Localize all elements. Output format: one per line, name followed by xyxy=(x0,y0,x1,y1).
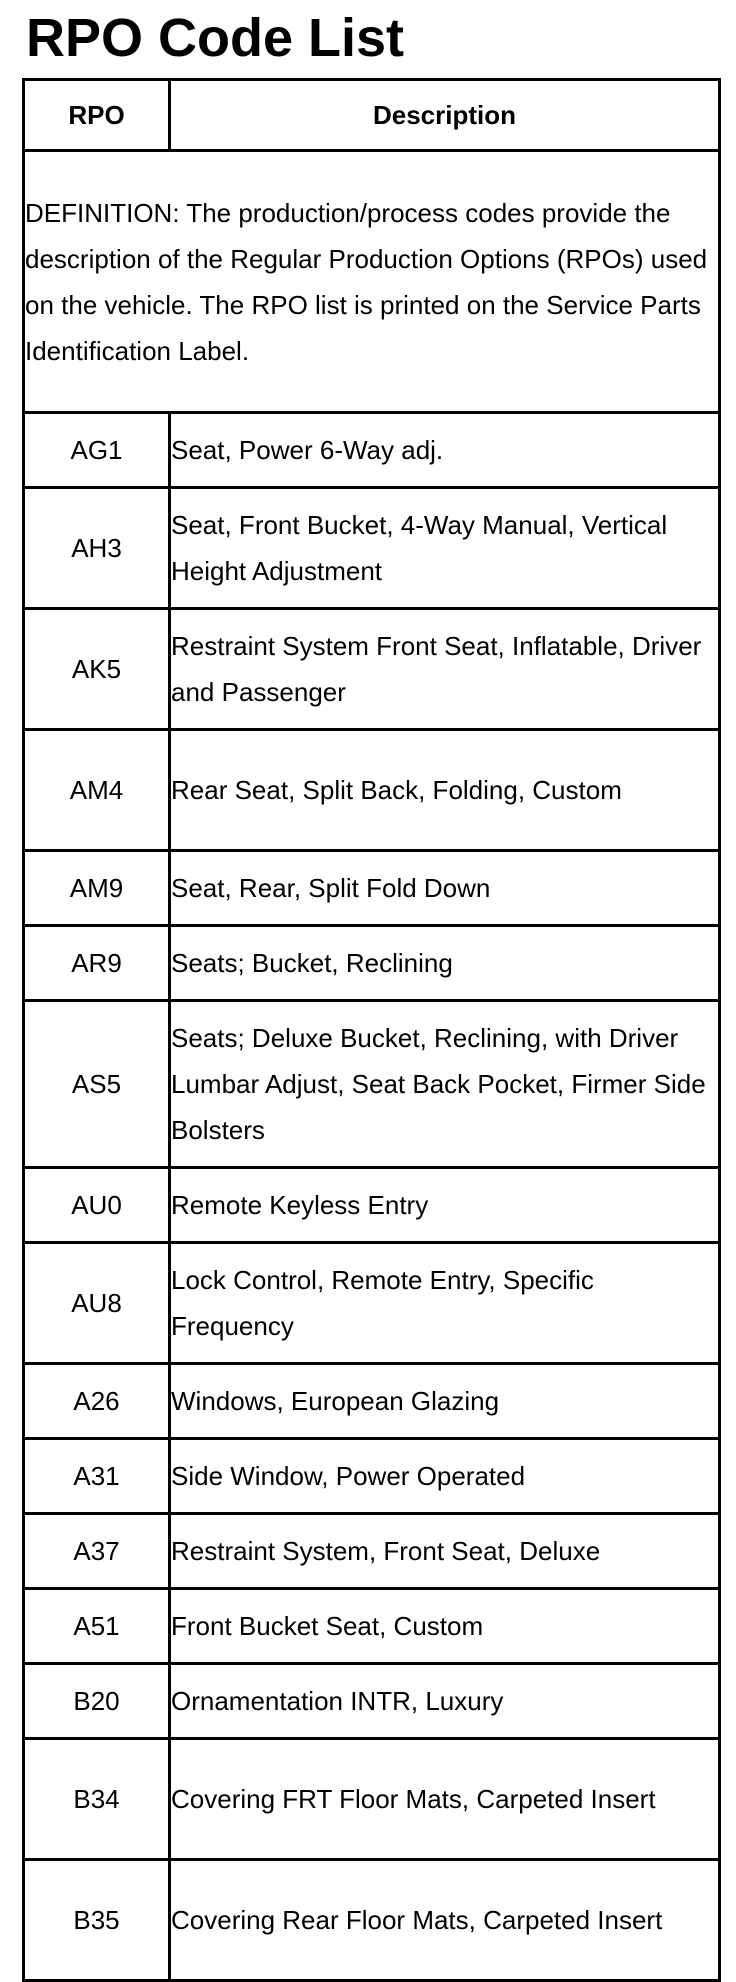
rpo-code: AH3 xyxy=(24,488,170,609)
rpo-code: AU8 xyxy=(24,1243,170,1364)
rpo-code: B20 xyxy=(24,1664,170,1739)
table-header-row xyxy=(24,80,720,151)
rpo-description: Windows, European Glazing xyxy=(170,1364,720,1439)
rpo-code: AG1 xyxy=(24,413,170,488)
table-row xyxy=(24,488,720,609)
header-rpo: RPO xyxy=(24,80,170,151)
rpo-code: AM4 xyxy=(24,730,170,851)
rpo-description: Remote Keyless Entry xyxy=(170,1168,720,1243)
table-row xyxy=(24,1589,720,1664)
rpo-description: Seat, Rear, Split Fold Down xyxy=(170,851,720,926)
rpo-description: Covering Rear Floor Mats, Carpeted Insert xyxy=(170,1860,720,1981)
table-row xyxy=(24,1664,720,1739)
rpo-code: A51 xyxy=(24,1589,170,1664)
rpo-description: Seat, Front Bucket, 4-Way Manual, Vertical Height Adjustment xyxy=(170,488,720,609)
table-row xyxy=(24,609,720,730)
table-row xyxy=(24,413,720,488)
definition-row xyxy=(24,151,720,413)
table-row xyxy=(24,1001,720,1168)
rpo-description: Ornamentation INTR, Luxury xyxy=(170,1664,720,1739)
rpo-code: AM9 xyxy=(24,851,170,926)
rpo-code: B34 xyxy=(24,1739,170,1860)
rpo-description: Lock Control, Remote Entry, Specific Frequency xyxy=(170,1243,720,1364)
definition-text: DEFINITION: The production/process codes provide the description of the Regular Production Options (RPOs) used on the vehicle. The RPO list is printed on the Service Parts Identification Label. xyxy=(24,151,720,413)
rpo-description: Seats; Bucket, Reclining xyxy=(170,926,720,1001)
rpo-description: Front Bucket Seat, Custom xyxy=(170,1589,720,1664)
table-row xyxy=(24,1439,720,1514)
rpo-description: Seats; Deluxe Bucket, Reclining, with Driver Lumbar Adjust, Seat Back Pocket, Firmer Side Bolsters xyxy=(170,1001,720,1168)
rpo-code: A37 xyxy=(24,1514,170,1589)
table-row xyxy=(24,1514,720,1589)
rpo-code: A31 xyxy=(24,1439,170,1514)
rpo-description: Rear Seat, Split Back, Folding, Custom xyxy=(170,730,720,851)
rpo-code: AU0 xyxy=(24,1168,170,1243)
rpo-description: Restraint System, Front Seat, Deluxe xyxy=(170,1514,720,1589)
rpo-description: Covering FRT Floor Mats, Carpeted Insert xyxy=(170,1739,720,1860)
page-title: RPO Code List xyxy=(26,8,405,68)
table-row xyxy=(24,851,720,926)
header-description: Description xyxy=(170,80,720,151)
rpo-code-table xyxy=(22,78,721,1982)
table-row xyxy=(24,926,720,1001)
rpo-code: AK5 xyxy=(24,609,170,730)
rpo-code: AS5 xyxy=(24,1001,170,1168)
rpo-code: AR9 xyxy=(24,926,170,1001)
rpo-description: Restraint System Front Seat, Inflatable, Driver and Passenger xyxy=(170,609,720,730)
rpo-description: Seat, Power 6-Way adj. xyxy=(170,413,720,488)
table-row xyxy=(24,1243,720,1364)
rpo-description: Side Window, Power Operated xyxy=(170,1439,720,1514)
table-row xyxy=(24,1739,720,1860)
rpo-code: A26 xyxy=(24,1364,170,1439)
table-row xyxy=(24,1860,720,1981)
table-row xyxy=(24,1168,720,1243)
table-row xyxy=(24,730,720,851)
rpo-code: B35 xyxy=(24,1860,170,1981)
table-row xyxy=(24,1364,720,1439)
